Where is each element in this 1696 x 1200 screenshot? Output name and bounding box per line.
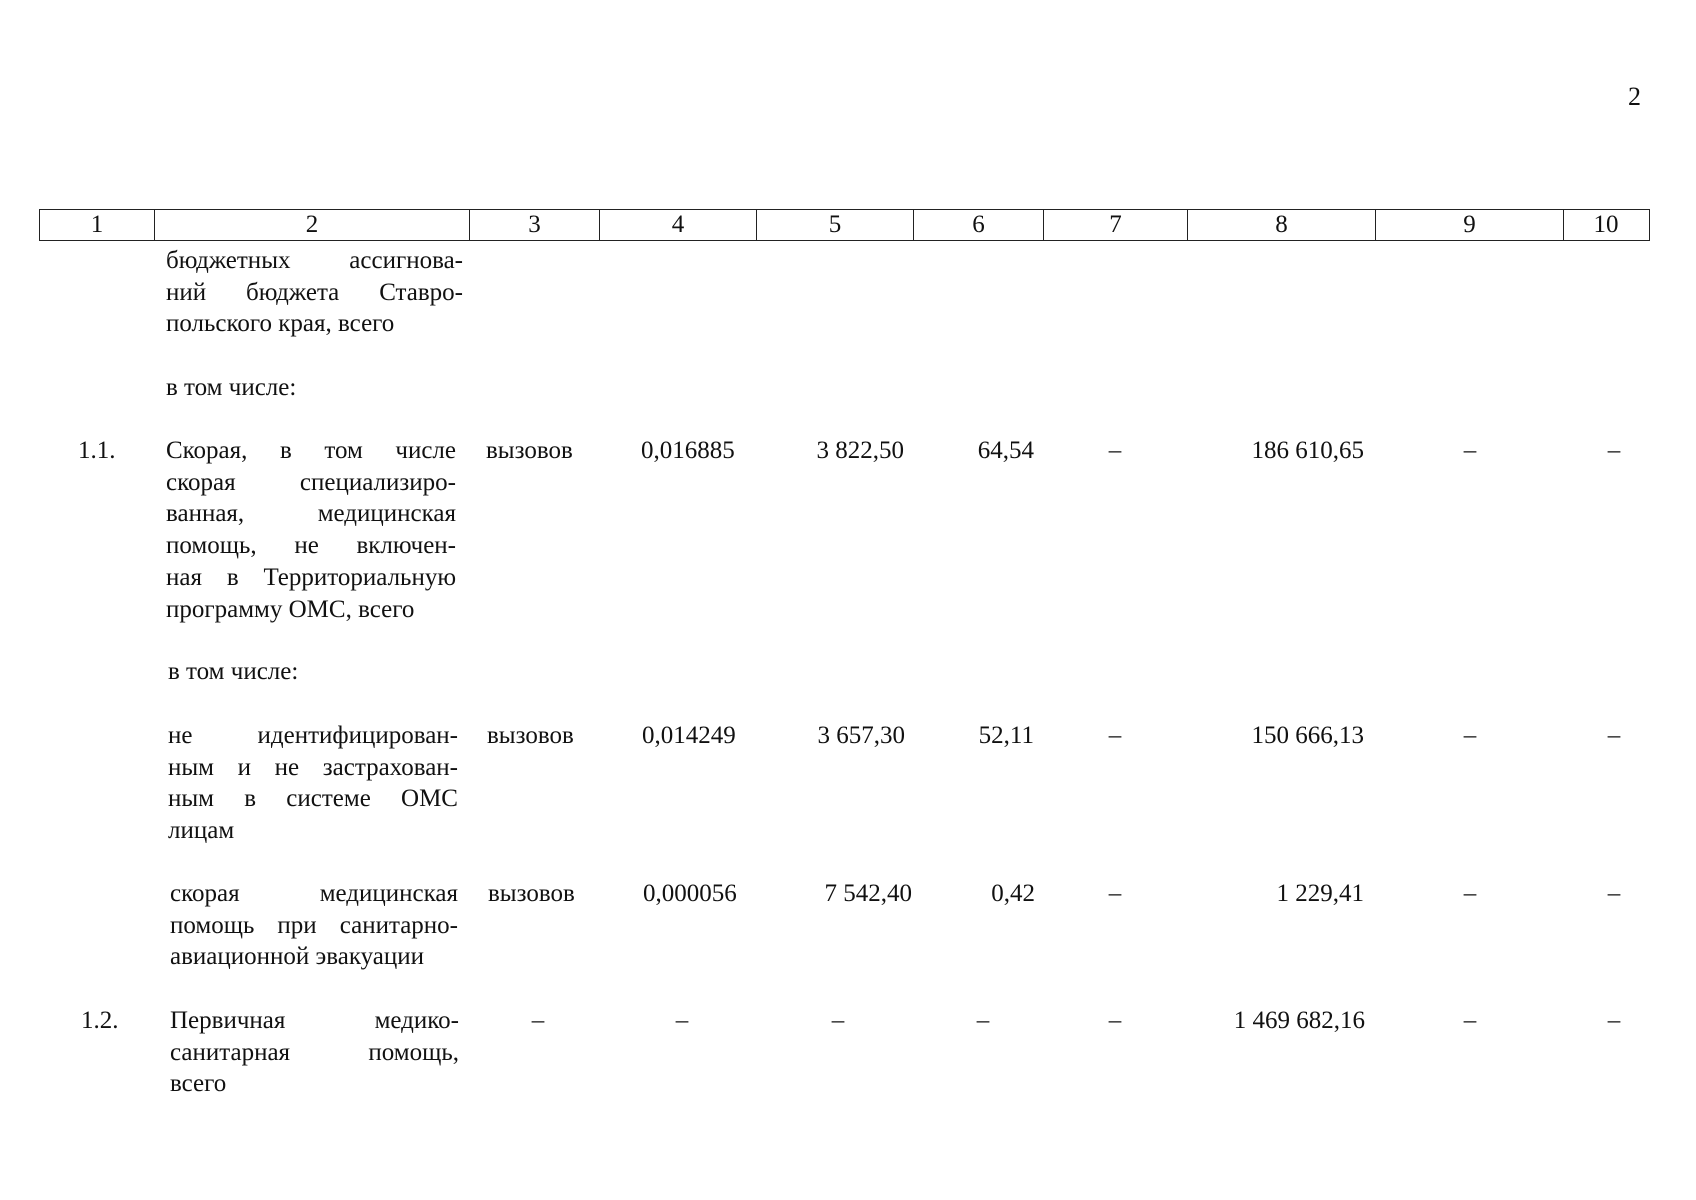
header-cell-7: 7 [1043, 210, 1187, 240]
row-1-1-total-oms: – [1463, 437, 1477, 464]
row-line: помощь, не включен- [166, 532, 456, 560]
header-cell-1: 1 [90, 211, 104, 238]
header-cell-5: 5 [756, 210, 913, 240]
intro-line: бюджетных ассигнова- [166, 247, 463, 274]
row-1-1-number: 1.1. [78, 437, 116, 464]
row-line: лицам [168, 817, 235, 845]
row-1-2-number: 1.2. [81, 1007, 119, 1034]
table-header-row [39, 209, 1650, 241]
row-air-evacuation-per-capita-oms: – [1108, 880, 1122, 907]
intro-line: ний бюджета Ставро- [166, 278, 463, 306]
row-1-2-total-oms: – [1463, 1007, 1477, 1034]
row-line: программу ОМС, всего [166, 595, 415, 623]
header-cell-4: 4 [599, 210, 756, 240]
row-1-1-description [166, 435, 456, 625]
row-1-1-per-capita-oms: – [1108, 437, 1122, 464]
row-1-1-per-capita-budget: 64,54 [977, 437, 1034, 464]
row-1-1-cost: 3 822,50 [816, 437, 904, 464]
subheading-including: в том числе: [168, 658, 299, 685]
header-cell-8: 8 [1187, 210, 1375, 240]
row-unidentified-cost: 3 657,30 [817, 722, 905, 749]
row-line: ванная, медицинская [166, 500, 456, 528]
row-unidentified-percent: – [1607, 722, 1621, 749]
row-1-2-unit: – [531, 1007, 545, 1034]
row-air-evacuation-total-oms: – [1463, 880, 1477, 907]
row-line: ным и не застрахован- [168, 753, 458, 781]
row-unidentified-unit: вызовов [487, 722, 574, 749]
row-1-1-unit: вызовов [486, 437, 573, 464]
row-line: санитарная помощь, [170, 1038, 459, 1066]
row-unidentified-volume: 0,014249 [642, 722, 736, 749]
row-line: всего [170, 1070, 227, 1098]
row-unidentified-description [168, 720, 458, 847]
row-line: ным в системе ОМС [168, 785, 458, 813]
row-air-evacuation-per-capita-budget: 0,42 [991, 880, 1035, 907]
intro-line: польского края, всего [166, 310, 395, 338]
header-cell-3: 3 [469, 210, 599, 240]
row-unidentified-per-capita-budget: 52,11 [978, 722, 1034, 749]
row-1-2-description [170, 1005, 459, 1100]
row-unidentified-total-budget: 150 666,13 [1251, 722, 1364, 749]
page-number: 2 [1628, 82, 1641, 111]
row-air-evacuation-volume: 0,000056 [643, 880, 737, 907]
row-1-2-cost: – [831, 1007, 845, 1034]
row-unidentified-per-capita-oms: – [1108, 722, 1122, 749]
header-cell-10: 10 [1563, 210, 1648, 240]
header-cell-6: 6 [913, 210, 1043, 240]
row-unidentified-total-oms: – [1463, 722, 1477, 749]
row-1-2-total-budget: 1 469 682,16 [1233, 1007, 1365, 1034]
row-line: не идентифицирован- [168, 722, 458, 749]
intro-subheading: в том числе: [166, 374, 297, 401]
row-1-2-per-capita-budget: – [976, 1007, 990, 1034]
row-line: скорая медицинская [170, 880, 458, 907]
row-line: Скорая, в том числе [166, 437, 456, 464]
row-line: Первичная медико- [170, 1007, 459, 1034]
header-cell-2: 2 [154, 210, 469, 240]
row-air-evacuation-total-budget: 1 229,41 [1276, 880, 1364, 907]
row-air-evacuation-description [170, 878, 458, 973]
row-air-evacuation-percent: – [1607, 880, 1621, 907]
row-air-evacuation-unit: вызовов [488, 880, 575, 907]
row-1-2-per-capita-oms: – [1108, 1007, 1122, 1034]
row-1-1-volume: 0,016885 [641, 437, 735, 464]
row-1-2-volume: – [675, 1007, 689, 1034]
row-line: авиационной эвакуации [170, 943, 425, 971]
row-1-1-total-budget: 186 610,65 [1251, 437, 1364, 464]
row-line: ная в Территориальную [166, 563, 456, 591]
intro-description [166, 245, 463, 340]
row-line: помощь при санитарно- [170, 911, 458, 939]
row-1-2-percent: – [1607, 1007, 1621, 1034]
row-line: скорая специализиро- [166, 468, 456, 496]
row-1-1-percent: – [1607, 437, 1621, 464]
header-cell-9: 9 [1375, 210, 1563, 240]
row-air-evacuation-cost: 7 542,40 [824, 880, 912, 907]
